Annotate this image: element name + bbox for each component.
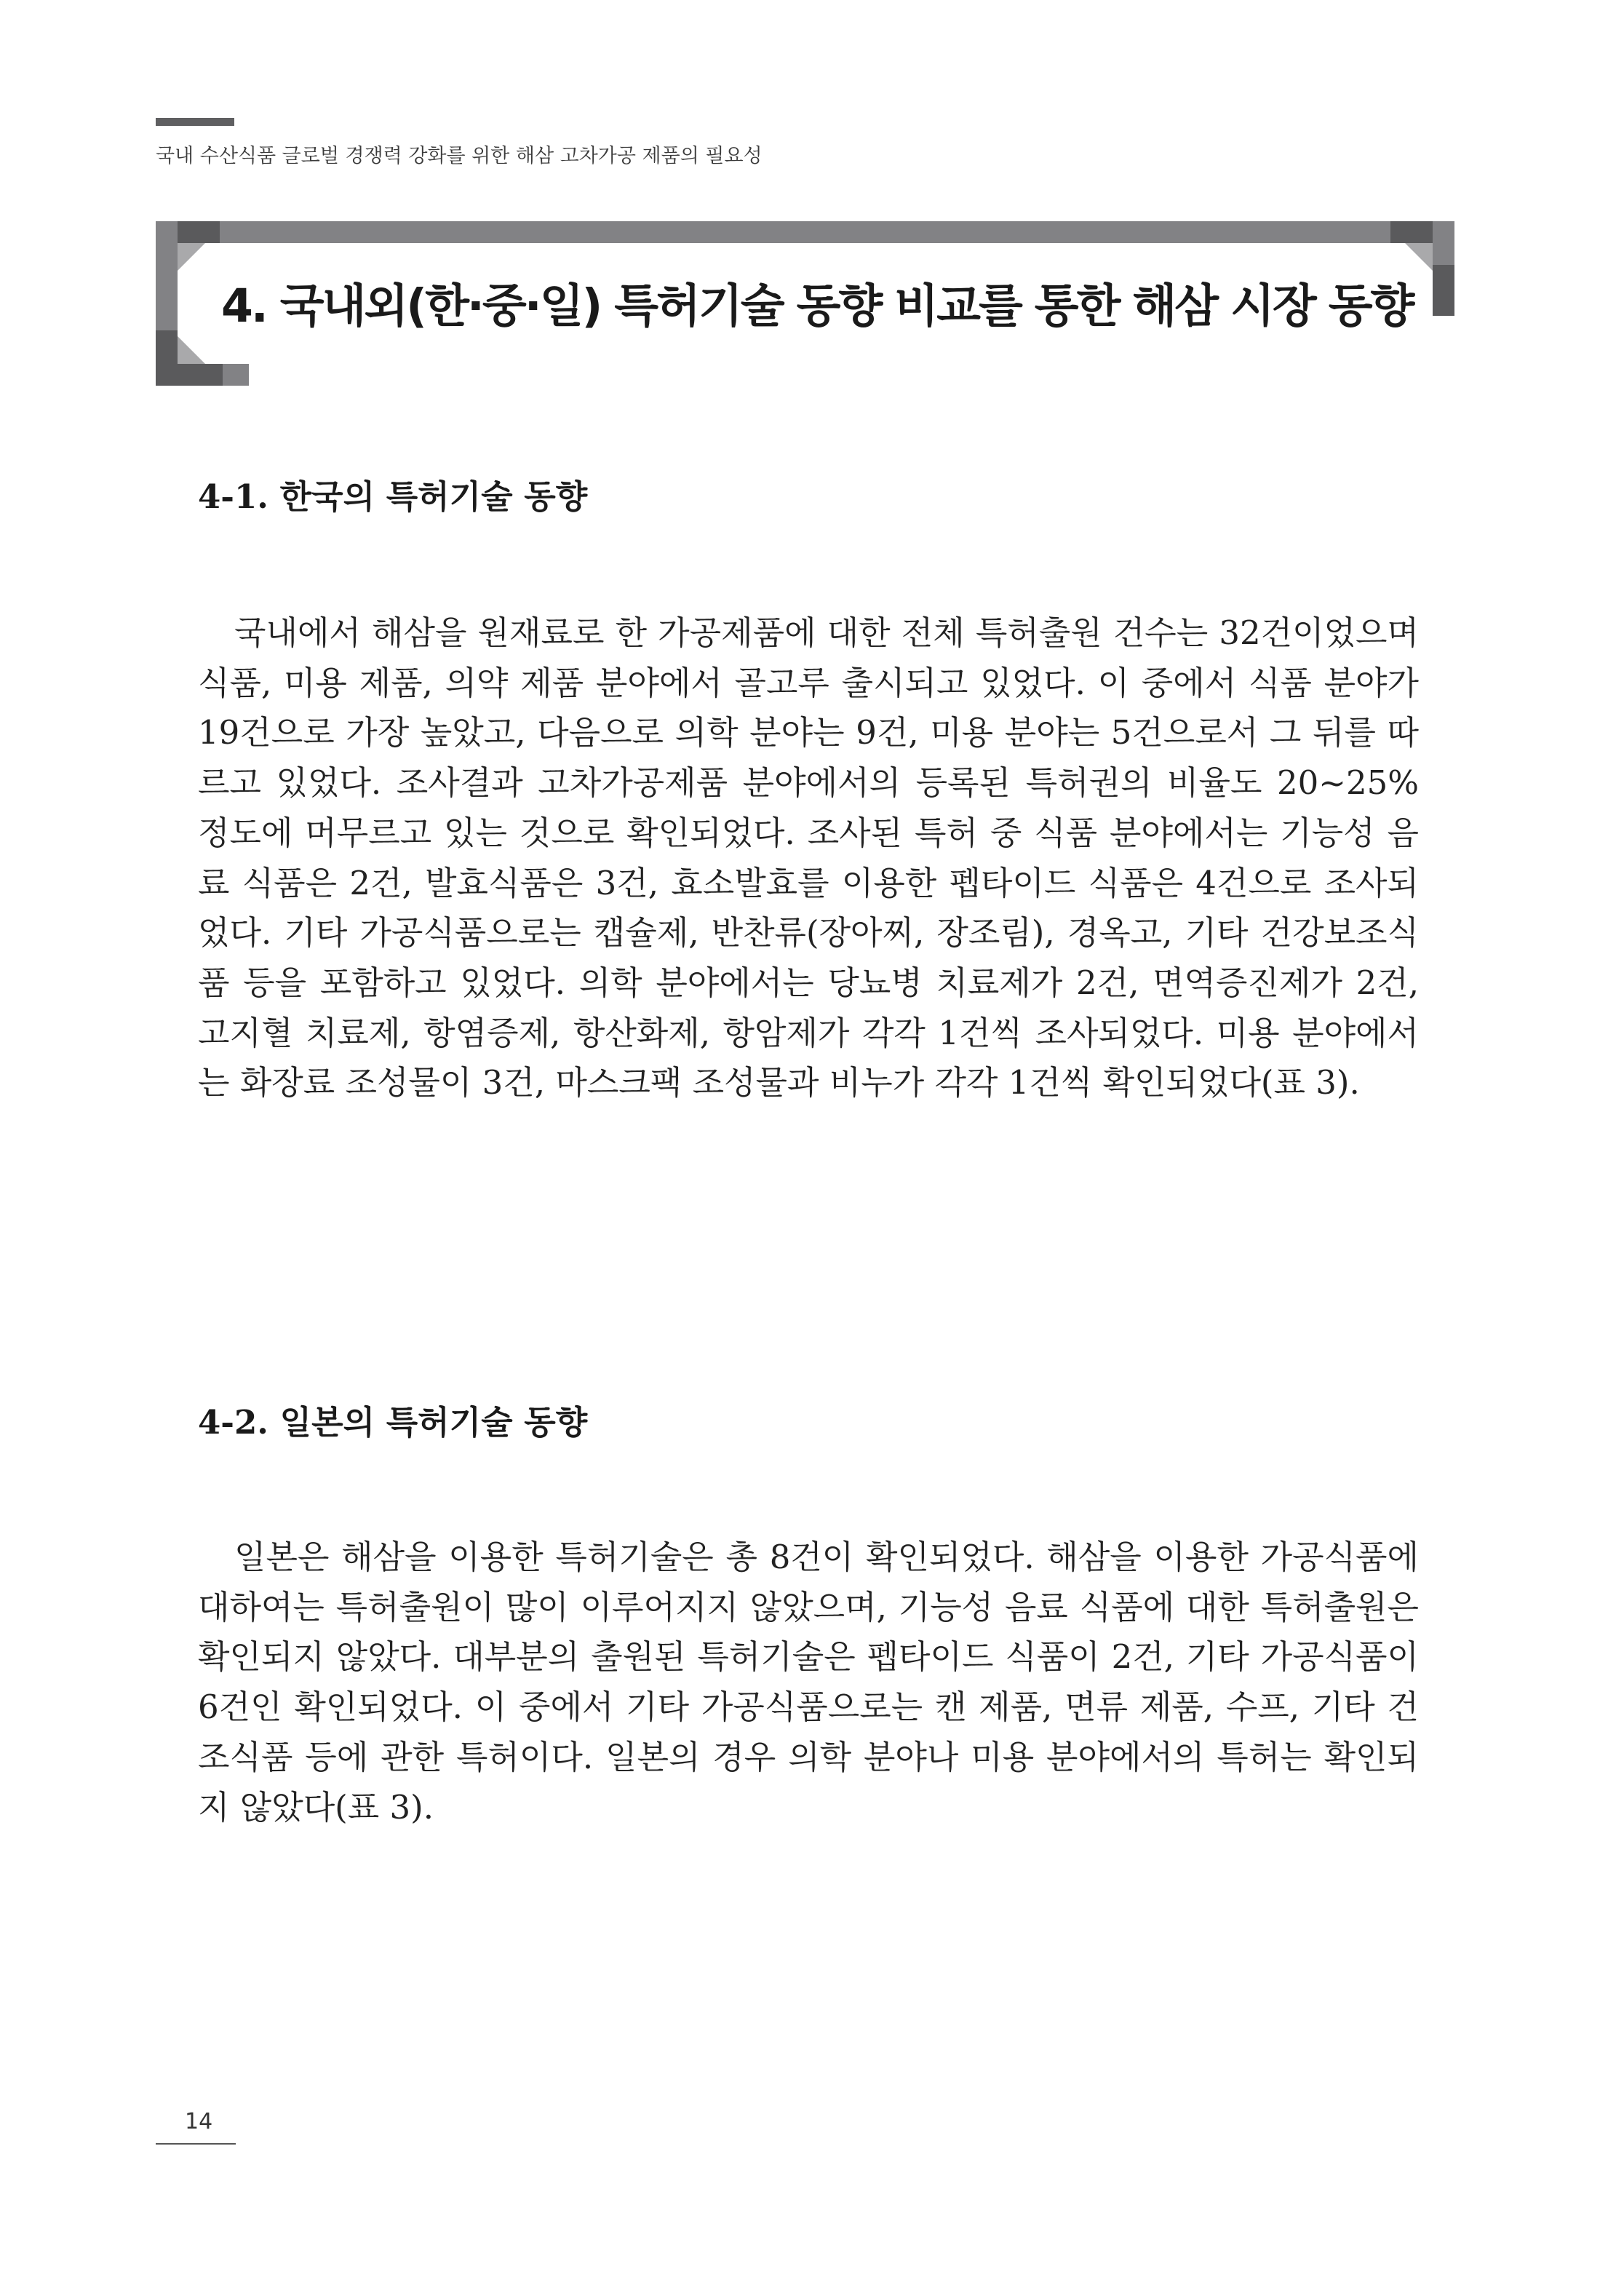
chapter-banner: [156, 221, 1454, 386]
banner-corner-top-right: [1405, 243, 1433, 271]
banner-corner-top-left: [178, 243, 205, 271]
section-heading-japan: 4-2. 일본의 특허기술 동향: [198, 1403, 588, 1442]
chapter-title: 4. 국내외(한·중·일) 특허기술 동향 비교를 통한 해삼 시장 동향: [221, 279, 1413, 333]
banner-corner-bottom-left: [178, 336, 205, 364]
page-number: 14: [185, 2109, 213, 2134]
footer-rule: [156, 2143, 236, 2145]
header-rule: [156, 118, 234, 126]
banner-right-block: [1433, 265, 1454, 316]
running-header: 국내 수산식품 글로벌 경쟁력 강화를 위한 해삼 고차가공 제품의 필요성: [156, 145, 763, 167]
section-body-japan: 일본은 해삼을 이용한 특허기술은 총 8건이 확인되었다. 해삼을 이용한 가공식품에 대하여는 특허출원이 많이 이루어지지 않았으며, 기능성 음료 식품에 대한 특허출원은 확인되지 않았다. 대부분의 출원된 특허기술은 펩타이드 식품이 2건, 기타 가공식품이 6건인 확인되었다. 이 중에서 기타 가공식품으로는 캔 제품, 면류 제품, 수프, 기타 건조식품 등에 관한 특허이다. 일본의 경우 의학 분야나 미용 분야에서의 특허는 확인되지 않았다(표 3).: [198, 1538, 1419, 1827]
section-heading-korea: 4-1. 한국의 특허기술 동향: [198, 477, 588, 516]
banner-bottom-block: [156, 364, 223, 386]
section-body-korea: 국내에서 해삼을 원재료로 한 가공제품에 대한 전체 특허출원 건수는 32건이었으며 식품, 미용 제품, 의약 제품 분야에서 골고루 출시되고 있었다. 이 중에서 식품 분야가 19건으로 가장 높았고, 다음으로 의학 분야는 9건, 미용 분야는 5건으로서 그 뒤를 따르고 있었다. 조사결과 고차가공제품 분야에서의 등록된 특허권의 비율도 20~25% 정도에 머무르고 있는 것으로 확인되었다. 조사된 특허 중 식품 분야에서는 기능성 음료 식품은 2건, 발효식품은 3건, 효소발효를 이용한 펩타이드 식품은 4건으로 조사되었다. 기타 가공식품으로는 캡슐제, 반찬류(장아찌, 장조림), 경옥고, 기타 건강보조식품 등을 포함하고 있었다. 의학 분야에서는 당뇨병 치료제가 2건, 면역증진제가 2건, 고지혈 치료제, 항염증제, 항산화제, 항암제가 각각 1건씩 조사되었다. 미용 분야에서는 화장료 조성물이 3건, 마스크팩 조성물과 비누가 각각 1건씩 확인되었다(표 3).: [198, 613, 1419, 1102]
banner-top-bar: [156, 221, 1454, 243]
